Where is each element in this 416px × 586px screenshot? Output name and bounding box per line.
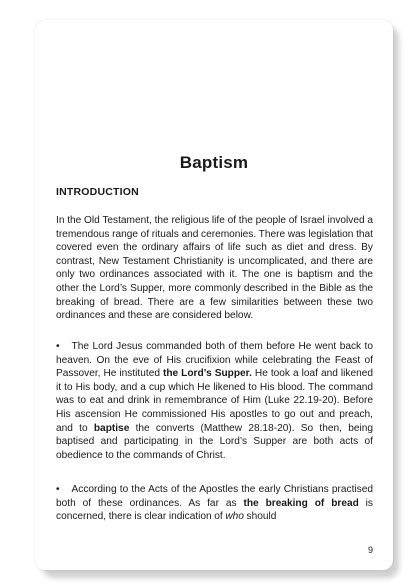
- bullet-glyph: •: [56, 341, 60, 352]
- page-number: 9: [367, 545, 373, 555]
- bullet-glyph: •: [56, 484, 60, 495]
- paragraph-text-segment: should: [243, 511, 277, 523]
- paragraph-text-segment: The Lord Jesus commanded both of them before He went back to heaven. On the eve of His crucifixion while celebrating the Feast of Passover, He instituted: [56, 341, 373, 380]
- section-heading: INTRODUCTION: [56, 186, 139, 198]
- paragraph-text-segment: is concerned, there is clear indication of: [56, 497, 373, 523]
- bold-term-lords-supper: the Lord’s Supper.: [162, 368, 252, 380]
- paragraph-bullet-acts: [56, 483, 373, 524]
- paragraph-text-segment: According to the Acts of the Apostles the early Christians practised both of these ordinances. As far as: [56, 484, 373, 509]
- italic-term-who: who: [225, 511, 244, 523]
- bold-term-breaking-of-bread: the breaking of bread: [243, 497, 359, 509]
- paragraph-bullet-commanded: [56, 340, 373, 462]
- bold-term-baptise: baptise: [93, 422, 130, 434]
- paragraph-text-segment: the converts (Matthew 28.18-20). So then, being baptised and participating in the Lord’s Supper are both acts of obedience to the commands of Christ.: [56, 422, 373, 461]
- paragraph-intro: In the Old Testament, the religious life of the people of Israel involved a tremendous range of rituals and ceremonies. There was legislation that covered even the ordinary affairs of life such as diet and dress. By contrast, New Testament Christianity is uncomplicated, and there are only two ordinances associated with it. The one is baptism and the other the Lord’s Supper, more commonly described in the Bible as the breaking of bread. There are a few similarities between these two ordinances and these are considered below.: [56, 215, 373, 322]
- page-title: Baptism: [179, 153, 249, 172]
- paragraph-text-segment: He took a loaf and likened it to His body, and a cup which He likened to His blood. The command was to eat and drink in remembrance of Him (Luke 22.19-20). Before His ascension He commissioned His apostles to go out and preach, and to: [56, 368, 373, 434]
- book-page: [35, 20, 393, 570]
